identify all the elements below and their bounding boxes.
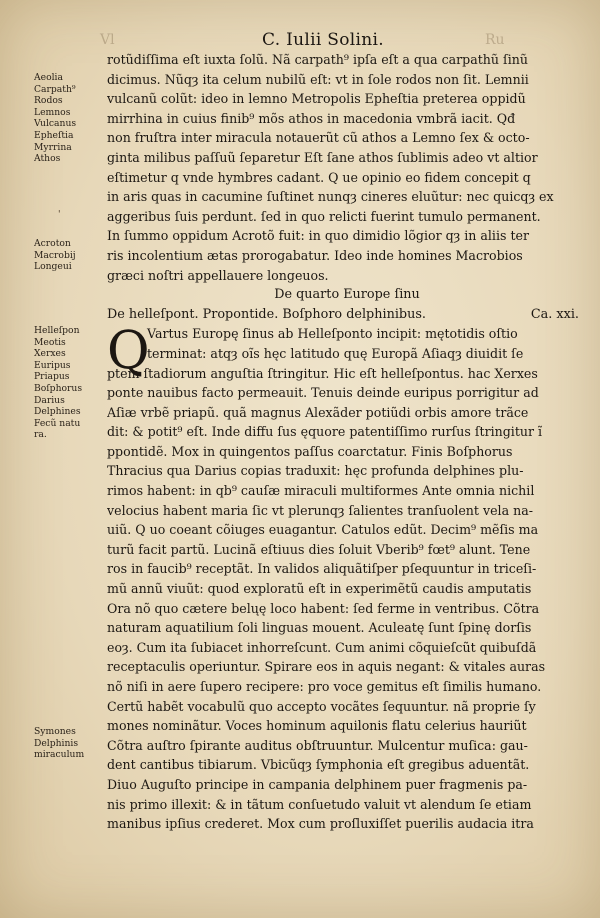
margin-note: Symones: [34, 726, 76, 737]
margin-note: Athos: [34, 153, 61, 165]
margin-note: Delphinis: [34, 737, 79, 749]
margin-note: Euripus: [34, 359, 71, 371]
text-line: ppontidẽ. Mox in quingentos paſſus coarctatur. Finis Boſphorus: [107, 443, 513, 459]
text-line: mũ annũ viuũt: quod exploratũ eſt in experimẽtũ caudis amputatis: [107, 581, 532, 597]
text-line: non fruſtra inter miracula notauerũt cũ athos a Lemno ſex & octo-: [107, 130, 530, 146]
margin-notes-group-1: [34, 72, 106, 165]
margin-note: Darius: [34, 394, 65, 406]
text-line: turũ facit partũ. Lucinã eſtiuus dies ſoluit Vberib⁹ fœt⁹ alunt. Tene: [107, 541, 531, 557]
margin-note: Meotis: [34, 336, 66, 348]
margin-note: Boſphorus: [34, 382, 83, 394]
text-block: [107, 50, 587, 834]
chapter-subtitle: De helleſpont. Propontide. Boſphoro delphinibus.: [107, 306, 426, 322]
text-line: naturam aquatilium ſoli linguas mouent. Aculeatę ſunt ſpinę dorſis: [107, 620, 532, 636]
text-line: ros in faucib⁹ receptãt. In validos aliquãtiſper pſequuntur in triceſi-: [107, 561, 537, 577]
margin-note: ra.: [34, 429, 47, 441]
text-line: rimos habent: in qb⁹ cauſæ miraculi multiformes Ante omnia nichil: [107, 483, 535, 499]
text-line: Ora nõ quo cætere belųę loco habent: ſed ferme in ventribus. Cõtra: [107, 600, 540, 616]
margin-note: Acroton: [34, 238, 71, 249]
margin-note: Macrobij: [34, 249, 76, 261]
running-header: C. Iulii Solini.: [262, 30, 384, 50]
chapter-number: Ca. xxi.: [530, 306, 579, 322]
drop-cap: Q: [107, 321, 150, 381]
chapter-title: De quarto Europe ſinu: [274, 287, 420, 303]
margin-note: Fecũ natu: [34, 417, 81, 429]
margin-notes-group-4: [34, 726, 106, 761]
text-line: Certũ habẽt vocabulũ quo accepto vocãtes ſequuntur. nã proprie ſy: [107, 698, 536, 714]
text-line: mones nominãtur. Voces hominum aquilonis flatu celerius hauriũt: [107, 718, 527, 734]
margin-note: Myrrina: [34, 141, 72, 153]
text-line: mirrhina in cuius finib⁹ mõs athos in macedonia vmbrã iacit. Qđ: [107, 110, 516, 126]
text-line: dent cantibus tibiarum. Vbicũqȝ ſymphonia eſt gregibus aduentãt.: [107, 757, 530, 773]
text-line: ginta milibus paſſuũ ſeparetur Eſt ſane athos ſublimis adeo vt altior: [107, 149, 538, 165]
text-line: Cõtra auſtro ſpirante auditus obſtruuntur. Mulcentur muſica: gau-: [107, 737, 528, 753]
text-line: ponte nauibus facto permeauit. Tenuis deinde euripus porrigitur ad: [107, 385, 539, 401]
margin-note: miraculum: [34, 749, 85, 761]
margin-mark: ': [58, 210, 61, 220]
text-line: eſtimetur q vnde hymbres cadant. Q ue opinio eo fidem concepit q: [107, 169, 531, 185]
margin-note: Lemnos: [34, 106, 71, 118]
text-line: in aris quas in cacumine ſuſtinet nunqȝ cineres eluũtur: nec quicqȝ ex: [107, 189, 554, 205]
bleed-through-text-right: Ru: [485, 32, 505, 48]
margin-notes-group-2: [34, 238, 106, 273]
margin-note: Aeolia: [34, 72, 63, 83]
text-line: Diuo Auguſto principe in campania delphinem puer fragmenis pa-: [107, 776, 528, 792]
text-line: nõ niſi in aere ſupero recipere: pro voce gemitus eſt ſimilis humano.: [107, 679, 542, 694]
text-line: terminat: atqȝ oĩs hęc latitudo quę Europã Aſiaqȝ diuidit ſe: [147, 345, 524, 361]
margin-note: Vulcanus: [34, 118, 77, 130]
text-line: Aſiæ vrbẽ priapũ. quã magnus Alexãder potiũdi orbis amore trãce: [107, 404, 529, 420]
text-line: ptem ſtadiorum anguſtia ſtringitur. Hic eſt helleſpontus. hac Xerxes: [107, 365, 538, 381]
text-line: In ſummo oppidum Acrotõ fuit: in quo dimidio lõgior qȝ in aliis ter: [107, 228, 529, 244]
margin-note: Rodos: [34, 95, 63, 107]
margin-note: Priapus: [34, 371, 70, 383]
margin-notes-group-3: [34, 325, 106, 441]
text-line: receptaculis operiuntur. Spirare eos in aquis negant: & vitales auras: [107, 659, 546, 675]
margin-note: Carpath⁹: [34, 83, 76, 95]
margin-note: Xerxes: [34, 348, 66, 360]
text-line: nis primo illexit: & in tãtum conſuetudo valuit vt alendum ſe etiam: [107, 796, 532, 812]
text-line: vulcanũ colũt: ideo in lemno Metropolis Epheſtia preterea oppidũ: [107, 91, 526, 107]
bleed-through-text-left: Vl: [100, 32, 115, 48]
text-line: manibus ipſius crederet. Mox cum proſluxiſſet puerilis audacia itra: [107, 816, 534, 832]
text-line: dit: & potit⁹ eſt. Inde diffu ſus ęquore patentiſſimo rurſus ſtringitur ĩ: [107, 424, 543, 440]
margin-note: Delphines: [34, 406, 81, 418]
text-line: dicimus. Nũqȝ ita celum nubilũ eſt: vt in ſole rodos non ſit. Lemnii: [107, 71, 529, 87]
text-line: Thracius qua Darius copias traduxit: hęc profunda delphines plu-: [107, 463, 524, 479]
chapter-subtitle-line: [107, 305, 587, 325]
margin-note: Longeui: [34, 261, 72, 273]
text-line: rotũdiſſima eſt iuxta ſolũ. Nã carpath⁹ ipſa eſt a qua carpathũ ſinũ: [107, 52, 528, 67]
text-line: uiũ. Q uo coeant cõiuges euagantur. Catulos edũt. Decim⁹ mẽſis ma: [107, 522, 539, 538]
text-line: aggeribus ſuis perdunt. ſed in quo relicti fuerint tumulo permanent.: [107, 208, 541, 224]
text-line: Vartus Europę ſinus ab Helleſponto incipit: mętotidis oſtio: [147, 326, 518, 342]
margin-note: Helleſpon: [34, 325, 80, 336]
text-line: velocius habent maria ſic vt plerunqȝ ſalientes tranſuolent vela na-: [107, 502, 533, 518]
text-line: ris incolentium ætas prorogabatur. Ideo inde homines Macrobios: [107, 247, 523, 263]
margin-note: Epheſtia: [34, 129, 74, 141]
text-line: eoȝ. Cum ita ſubiacet inhorreſcunt. Cum animi cõquieſcũt quibuſdã: [107, 639, 537, 655]
text-line: græci noſtri appellauere longeuos.: [107, 267, 329, 283]
